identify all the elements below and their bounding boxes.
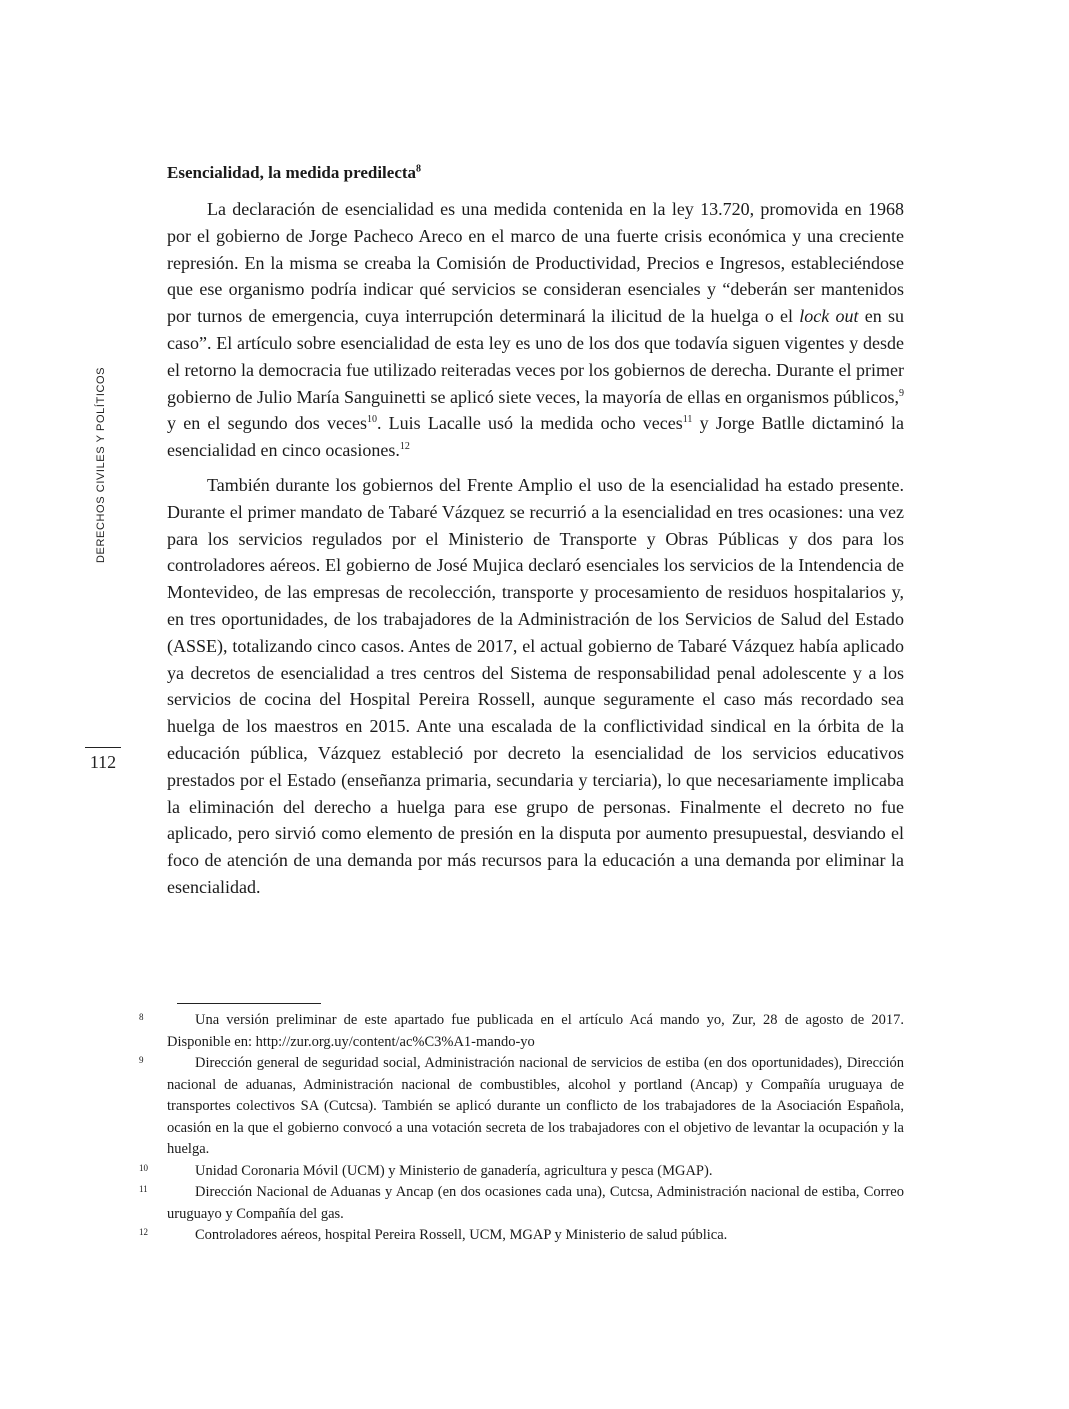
footnote-text: Unidad Coronaria Móvil (UCM) y Ministerio de ganadería, agricultura y pesca (MGAP). [195, 1162, 713, 1179]
footnote-text: Controladores aéreos, hospital Pereira Rossell, UCM, MGAP y Ministerio de salud pública. [195, 1227, 728, 1243]
running-head: DERECHOS CIVILES Y POLÍTICOS [95, 366, 107, 563]
footnote-9 [139, 1053, 904, 1161]
paragraph-text: y en el segundo dos veces [167, 413, 367, 434]
section-title-text: Esencialidad, la medida predilecta [167, 163, 417, 182]
footnote-ref-10: 10 [366, 414, 377, 426]
footnote-number: 8 [139, 1012, 144, 1022]
paragraph-text: en su caso”. El artículo sobre esencialidad de esta ley es uno de los dos que todavía siguen vigentes y desde el retorno la democracia fue utilizado reiteradas veces por los gobiernos de derecha. Durante el primer gobierno de Julio María Sanguinetti se aplicó siete veces, la mayoría de ellas en organismos públicos, [167, 306, 905, 407]
body-paragraph [167, 196, 904, 464]
paragraph-text: y Jorge Batlle dictaminó la esencialidad en cinco ocasiones. [167, 413, 905, 461]
footnote-text: Una versión preliminar de este apartado fue publicada en el artículo Acá mando yo, Zur, 28 de agosto de 2017. Disponible en: http://zur.org.uy/content/ac%C3%A1-mando-yo [167, 1012, 904, 1050]
footnote-8 [139, 1010, 904, 1053]
italic-term: lock out [799, 306, 859, 327]
footnote-number: 9 [139, 1055, 144, 1065]
footnote-ref-11: 11 [682, 414, 693, 426]
footnote-11 [139, 1182, 904, 1225]
paragraph-text: . Luis Lacalle usó la medida ocho veces [376, 413, 683, 434]
footnote-separator [177, 1003, 321, 1004]
page-number-rule [85, 747, 121, 748]
footnote-text: Dirección general de seguridad social, Administración nacional de servicios de estiba (en dos oportunidades), Dirección nacional de aduanas, Administración nacional de combustibles, alcohol y portland (Ancap) y Compañía uruguaya de transportes colectivos SA (Cutcsa). También se aplicó durante un conflicto de los trabajadores de la Asociación Española, ocasión en la que el gobierno convocó a una votación secreta de los trabajadores con el objetivo de levantar la ocupación y la huelga. [167, 1055, 904, 1157]
footnotes [139, 1010, 904, 1247]
footnote-10 [139, 1161, 904, 1183]
footnote-ref-9: 9 [899, 387, 904, 399]
paragraph-text: La declaración de esencialidad es una medida contenida en la ley 13.720, promovida en 1968 por el gobierno de Jorge Pacheco Areco en el marco de una fuerte crisis económica y una creciente represión. En la misma se creaba la Comisión de Productividad, Precios e Ingresos, estableciéndose que ese organismo podría indicar qué servicios se consideran esenciales y “deberán ser mantenidos por turnos de emergencia, cuya interrupción determinará la ilicitud de la huelga o el [167, 199, 904, 327]
body-paragraphs [167, 196, 904, 901]
paragraph-text: También durante los gobiernos del Frente Amplio el uso de la esencialidad ha estado presente. Durante el primer mandato de Tabaré Vázquez se recurrió a la esencialidad en tres ocasiones: una vez para los servicios regulados por el Ministerio de Transporte y Obras Públicas y dos para los controladores aéreos. El gobierno de José Mujica declaró esenciales los servicios de la Intendencia de Montevideo, de las empresas de recolección, transporte y procesamiento de residuos hospitalarios y, en tres oportunidades, de los trabajadores de la Administración de los Servicios de Salud del Estado (ASSE), totalizando cinco casos. Antes de 2017, el actual gobierno de Tabaré Vázquez había aplicado ya decretos de esencialidad a tres centros del Sistema de responsabilidad penal adolescente y a los servicios de cocina del Hospital Pereira Rossell, aunque seguramente el caso más recordado sea huelga de los maestros en 2015. Ante una escalada de la conflictividad sindical en la órbita de la educación pública, Vázquez estableció por decreto la esencialidad de los servicios educativos prestados por el Estado (enseñanza primaria, secundaria y terciaria), lo que necesariamente implicaba la eliminación del derecho a huelga para ese grupo de personas. Finalmente el decreto no fue aplicado, pero sirvió como elemento de presión en la disputa por aumento presupuestal, desviando el foco de atención de una demanda por más recursos para la educación a una demanda por eliminar la esencialidad. [167, 474, 904, 897]
main-content [167, 160, 904, 909]
footnote-12 [139, 1225, 904, 1247]
footnote-number: 10 [139, 1162, 148, 1173]
section-title [167, 160, 904, 186]
footnote-ref-8: 8 [416, 163, 422, 175]
footnote-number: 12 [139, 1227, 148, 1237]
footnote-ref-12: 12 [399, 441, 410, 453]
footnote-number: 11 [139, 1184, 148, 1194]
footnote-text: Dirección Nacional de Aduanas y Ancap (en dos ocasiones cada una), Cutcsa, Administración nacional de estiba, Correo uruguayo y Compañía del gas. [167, 1184, 904, 1222]
page-number: 112 [89, 752, 117, 772]
body-paragraph [167, 472, 904, 901]
